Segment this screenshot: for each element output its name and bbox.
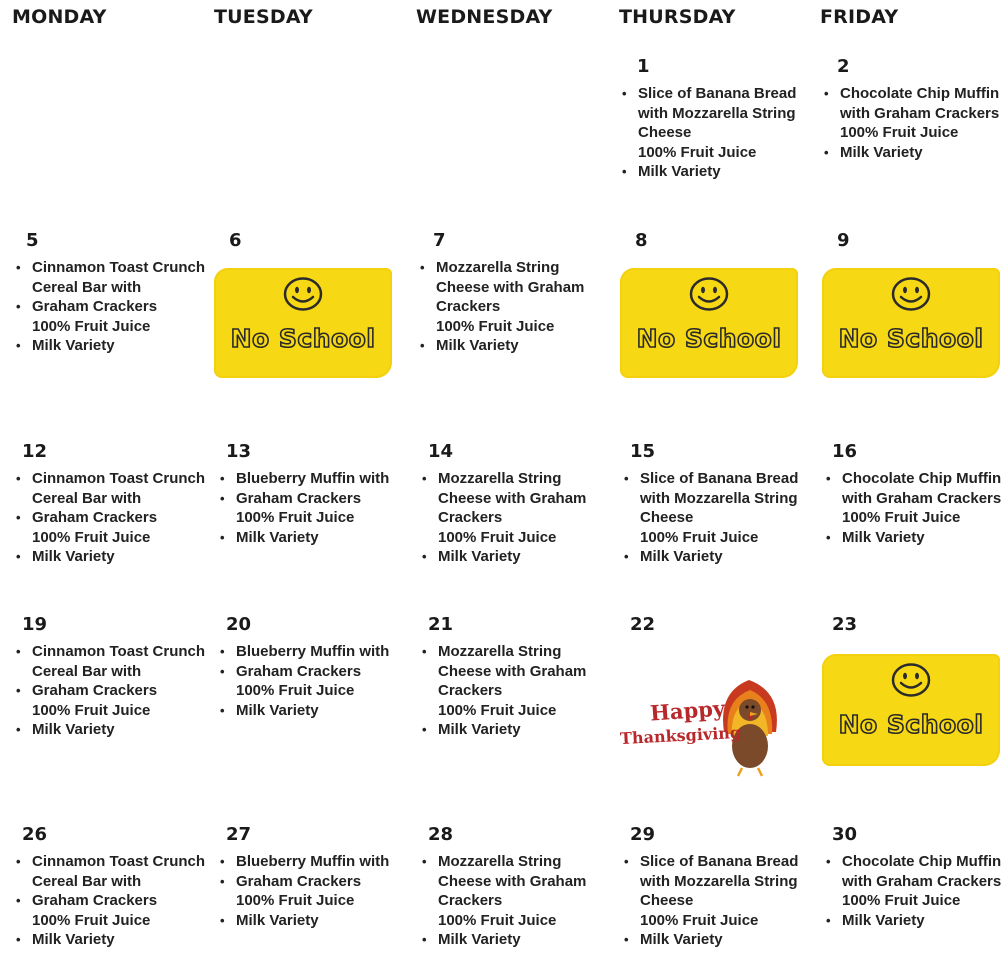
list-item: 100% Fruit Juice [236,682,355,699]
list-item: with Graham Crackers [840,104,1000,122]
list-item: • Graham Crackers [32,891,205,911]
day-number: 12 [22,441,48,462]
menu-list [218,642,389,720]
list-item: • Mozzarella String [436,258,584,278]
list-item: • Blueberry Muffin with [236,852,389,872]
menu-list [418,258,584,356]
list-item: with Mozzarella String [640,489,798,507]
list-item: • Cinnamon Toast Crunch [32,469,205,489]
menu-list [14,642,205,740]
day-number: 7 [433,230,446,251]
list-item: • Milk Variety [236,528,389,548]
list-item: 100% Fruit Juice [640,528,759,546]
no-school-text: No School [838,710,984,739]
day-header-monday: MONDAY [12,6,107,28]
day-cell-29 [622,824,822,954]
list-item: • Milk Variety [236,911,389,931]
list-item: 100% Fruit Juice [840,124,959,141]
menu-list [420,852,586,950]
list-item: 100% Fruit Juice [236,892,355,909]
day-number: 5 [26,230,39,251]
smiley-icon [689,276,729,312]
list-item: Crackers [438,892,503,909]
day-cell-8 [620,230,820,420]
smiley-icon [891,662,931,698]
day-cell-13 [218,441,418,631]
list-item: 100% Fruit Juice [638,143,757,161]
menu-list [824,852,1001,930]
menu-list [218,852,389,930]
list-item: • Blueberry Muffin with [236,469,389,489]
menu-list [14,469,205,567]
day-number: 2 [837,56,850,77]
list-item: with Graham Crackers [842,489,1002,507]
list-item: • Milk Variety [438,547,586,567]
list-item: • Milk Variety [640,547,798,567]
day-cell-21 [420,614,620,804]
list-item: Cheese with Graham [436,278,585,296]
menu-list [822,84,999,162]
day-cell-27 [218,824,418,954]
list-item: Cereal Bar with [32,489,142,507]
list-item: 100% Fruit Juice [438,701,557,719]
list-item: • Milk Variety [840,143,999,163]
day-cell-12 [14,441,214,631]
list-item: • Milk Variety [640,930,798,950]
day-number: 6 [229,230,242,251]
list-item: • Graham Crackers [236,489,389,509]
day-number: 20 [226,614,252,635]
no-school-text: No School [838,324,984,353]
list-item: • Milk Variety [32,547,205,567]
list-item: • Milk Variety [436,336,584,356]
day-number: 19 [22,614,48,635]
list-item: 100% Fruit Juice [32,911,151,929]
list-item: • Blueberry Muffin with [236,642,389,662]
list-item: 100% Fruit Juice [842,509,961,526]
list-item: • Mozzarella String [438,642,586,662]
list-item: • Chocolate Chip Muffin [842,852,1001,872]
day-header-thursday: THURSDAY [619,6,736,28]
list-item: • Mozzarella String [438,469,586,489]
day-number: 9 [837,230,850,251]
list-item: • Milk Variety [32,720,205,740]
list-item: Cheese with Graham [438,872,587,890]
list-item: • Milk Variety [638,162,796,182]
day-number: 29 [630,824,656,845]
smiley-icon [891,276,931,312]
day-number: 23 [832,614,858,635]
day-cell-6 [214,230,414,420]
list-item: 100% Fruit Juice [640,911,759,929]
day-number: 30 [832,824,858,845]
list-item: • Cinnamon Toast Crunch [32,852,205,872]
day-cell-22 [614,614,814,804]
day-number: 21 [428,614,454,635]
day-cell-19 [14,614,214,804]
list-item: • Milk Variety [236,701,389,721]
list-item: 100% Fruit Juice [32,701,151,719]
day-cell-1 [620,56,820,246]
list-item: • Milk Variety [438,720,586,740]
list-item: Cheese [640,509,694,526]
menu-list [620,84,796,182]
day-number: 28 [428,824,454,845]
list-item: • Graham Crackers [236,872,389,892]
day-cell-20 [218,614,418,804]
day-number: 16 [832,441,858,462]
menu-list [420,642,586,740]
list-item: with Mozzarella String [638,104,796,122]
day-number: 1 [637,56,650,77]
list-item: • Milk Variety [32,336,205,356]
list-item: Cheese [638,124,692,141]
list-item: Cheese with Graham [438,662,587,680]
weekday-header [0,0,1008,40]
list-item: Cereal Bar with [32,662,142,680]
menu-list [420,469,586,567]
list-item: • Cinnamon Toast Crunch [32,642,205,662]
day-cell-26 [14,824,214,954]
day-number: 8 [635,230,648,251]
list-item: Crackers [436,298,501,315]
list-item: • Graham Crackers [32,508,205,528]
menu-list [14,852,205,950]
smiley-icon [283,276,323,312]
day-cell-2 [822,56,1008,246]
day-cell-23 [822,614,1008,804]
list-item: • Chocolate Chip Muffin [842,469,1001,489]
list-item: • Slice of Banana Bread [640,469,798,489]
list-item: Cheese [640,892,694,909]
list-item: Cheese with Graham [438,489,587,507]
menu-list [218,469,389,547]
no-school-badge [620,268,798,378]
list-item: • Graham Crackers [32,681,205,701]
no-school-badge [214,268,392,378]
menu-list [14,258,205,356]
list-item: with Graham Crackers [842,872,1002,890]
list-item: • Milk Variety [32,930,205,950]
day-cell-14 [420,441,620,631]
list-item: Cereal Bar with [32,278,142,296]
list-item: • Graham Crackers [32,297,205,317]
thanks-line1: Happy [649,695,726,726]
menu-list [622,852,798,950]
no-school-badge [822,654,1000,766]
day-number: 13 [226,441,252,462]
list-item: • Milk Variety [438,930,586,950]
menu-list [824,469,1001,547]
list-item: Cereal Bar with [32,872,142,890]
day-number: 22 [630,614,656,635]
list-item: Crackers [438,682,503,699]
list-item: • Slice of Banana Bread [640,852,798,872]
list-item: 100% Fruit Juice [842,892,961,909]
list-item: Crackers [438,509,503,526]
list-item: • Slice of Banana Bread [638,84,796,104]
day-number: 26 [22,824,48,845]
menu-list [622,469,798,567]
list-item: • Chocolate Chip Muffin [840,84,999,104]
list-item: 100% Fruit Juice [438,911,557,929]
thanksgiving-graphic [614,644,804,784]
day-header-wednesday: WEDNESDAY [416,6,553,28]
day-header-friday: FRIDAY [820,6,899,28]
day-header-tuesday: TUESDAY [214,6,313,28]
list-item: • Cinnamon Toast Crunch [32,258,205,278]
no-school-badge [822,268,1000,378]
day-cell-16 [824,441,1008,631]
list-item: with Mozzarella String [640,872,798,890]
day-number: 14 [428,441,454,462]
list-item: 100% Fruit Juice [436,317,555,335]
day-cell-5 [14,230,214,420]
day-cell-7 [418,230,618,420]
day-cell-9 [822,230,1008,420]
thanks-line2: Thanksgiving [619,722,742,749]
list-item: • Graham Crackers [236,662,389,682]
list-item: 100% Fruit Juice [32,317,151,335]
no-school-text: No School [636,324,782,353]
list-item: 100% Fruit Juice [32,528,151,546]
no-school-text: No School [230,324,376,353]
list-item: • Milk Variety [842,528,1001,548]
day-number: 27 [226,824,252,845]
list-item: • Mozzarella String [438,852,586,872]
list-item: • Milk Variety [842,911,1001,931]
list-item: 100% Fruit Juice [438,528,557,546]
list-item: 100% Fruit Juice [236,509,355,526]
day-cell-28 [420,824,620,954]
day-cell-30 [824,824,1008,954]
day-number: 15 [630,441,656,462]
day-cell-15 [622,441,822,631]
